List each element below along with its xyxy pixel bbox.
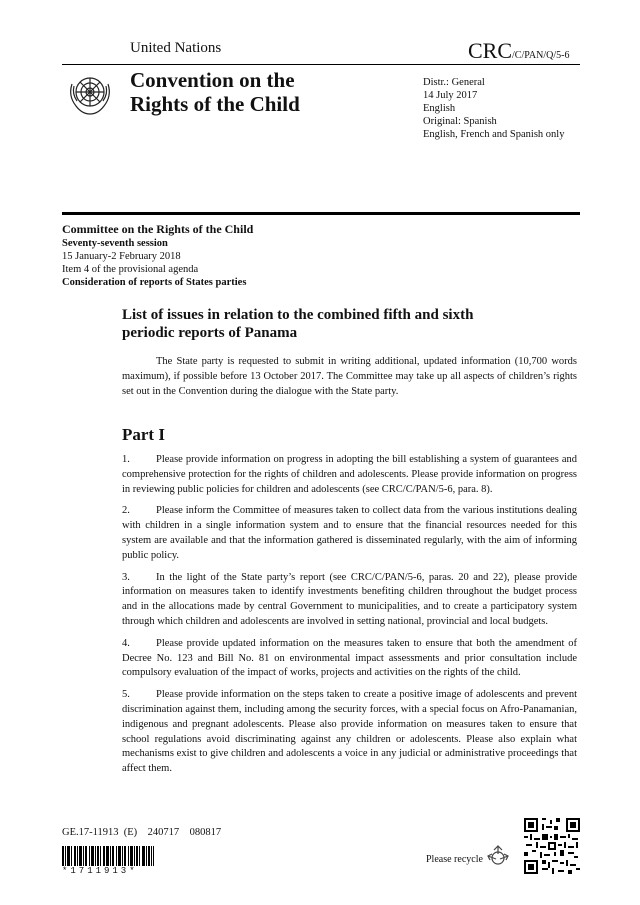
header-rule	[62, 64, 580, 65]
distribution-block	[423, 76, 564, 141]
paragraph-text: Please provide information on progress in adopting the bill establishing a system of guarantees and comprehensive protection for the rights of children and adolescents. Please provide information on progress in reviewing public policies for children and adolescents (see CRC/C/PAN/5-6, para. 8).	[122, 454, 577, 495]
session-dates: 15 January-2 February 2018	[62, 251, 181, 262]
symbol-main: CRC	[468, 38, 513, 63]
barcode-text: *1711913*	[62, 866, 138, 876]
part-heading: Part I	[122, 425, 165, 444]
intro-paragraph: The State party is requested to submit in writing additional, updated information (10,700 words maximum), if possible before 13 October 2017. The Committee may take up all aspects of children’s rights set out in the Convention during the dialogue with the State party.	[122, 356, 577, 397]
body-name-line2: Rights of the Child	[130, 92, 300, 116]
paragraph-text: Please inform the Committee of measures taken to collect data from the various institutions dealing with children in a single information system and to ensure that the financial resources needed for this system are available and that the information gathered is disseminated regularly, with the aim of informing public policy.	[122, 505, 577, 561]
recycle-label: Please recycle	[426, 854, 483, 865]
session-name: Seventy-seventh session	[62, 238, 168, 249]
symbol-suffix: /C/PAN/Q/5-6	[512, 50, 570, 61]
numbered-paragraph	[122, 688, 577, 777]
agenda-item: Item 4 of the provisional agenda	[62, 264, 199, 275]
numbered-paragraph	[122, 637, 577, 681]
paragraph-number: 2.	[122, 505, 130, 517]
section-rule	[62, 212, 580, 215]
committee-name: Committee on the Rights of the Child	[62, 222, 254, 236]
agenda-title: Consideration of reports of States parties	[62, 277, 247, 288]
document-title: List of issues in relation to the combined fifth and sixth periodic reports of Panama	[122, 307, 474, 341]
body-name	[130, 68, 390, 116]
distribution-line: Original: Spanish	[423, 116, 497, 127]
distribution-line: Distr.: General	[423, 77, 485, 88]
barcode-icon	[62, 846, 154, 866]
un-emblem-icon	[66, 70, 114, 118]
distribution-line: English, French and Spanish only	[423, 129, 565, 140]
document-symbol	[468, 38, 569, 64]
numbered-paragraph	[122, 504, 577, 563]
committee-block	[62, 221, 253, 289]
paragraph-text: Please provide information on the steps taken to create a positive image of adolescents and prevent discrimination against them, including among the security forces, with a special focus on Afro-Panamanian, indigenous and pregnant adolescents. Please also provide information on measures taken to ensure that school regulations avoid discriminating against any children or adolescents. Please also explain what mechanisms exist to give children and adolescents a voice in any judicial or administrative proceedings that affect them.	[122, 689, 577, 775]
distribution-line: 14 July 2017	[423, 90, 478, 101]
paragraph-number: 4.	[122, 637, 130, 649]
paragraph-number: 1.	[122, 454, 130, 465]
body-name-line1: Convention on the	[130, 68, 295, 92]
paragraph-number: 3.	[122, 571, 130, 583]
paragraph-text: In the light of the State party’s report (see CRC/C/PAN/5-6, paras. 20 and 22), please provide information on measures taken to identify investments benefiting children throughout the budget process and in the allocations made by central Government to municipalities, and to create a participatory system through which children and adolescents are involved in setting national, provincial and local budgets.	[122, 571, 577, 627]
footer-code: GE.17-11913 (E) 240717 080817	[62, 827, 222, 838]
org-name: United Nations	[130, 40, 222, 56]
numbered-paragraph	[122, 453, 577, 497]
paragraph-number: 5.	[122, 689, 130, 701]
paragraph-list	[122, 453, 577, 784]
numbered-paragraph	[122, 571, 577, 630]
paragraph-text: Please provide updated information on the measures taken to ensure that both the amendment of Decree No. 123 and Bill No. 81 on environmental impact assessments and prior consultation include compulsory evaluation of the impact of works, projects and activities on the rights of the child.	[122, 637, 577, 679]
distribution-line: English	[423, 103, 456, 114]
qr-code-icon	[524, 818, 580, 874]
recycle-icon	[486, 844, 510, 868]
